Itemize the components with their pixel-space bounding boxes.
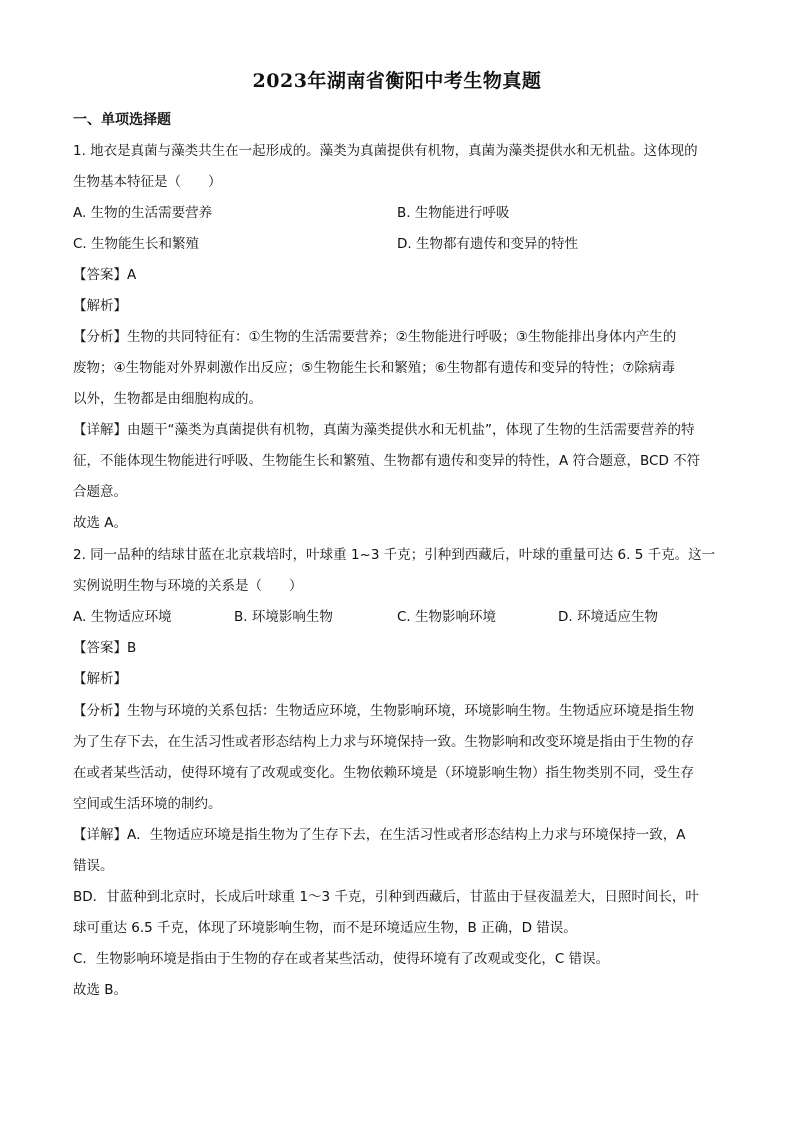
q2-option-d: D. 环境适应生物 [558,609,658,625]
q1-detail-line2: 征，不能体现生物能进行呼吸、生物能生长和繁殖、生物都有遗传和变异的特性，A 符合题意，BCD 不符 [73,453,701,469]
section-heading: 一、单项选择题 [73,112,171,128]
q1-option-c: C. 生物能生长和繁殖 [73,236,200,252]
q2-option-c: C. 生物影响环境 [397,609,497,625]
q2-analysis-line2: 为了生存下去，在生活习性或者形态结构上力求与环境保持一致。生物影响和改变环境是指由于生物的存 [73,734,694,750]
q1-stem-line1: 1. 地衣是真菌与藻类共生在一起形成的。藻类为真菌提供有机物，真菌为藻类提供水和无机盐。这体现的 [73,143,698,159]
q2-analysis-line4: 空间或生活环境的制约。 [73,796,222,812]
q2-stem-line2: 实例说明生物与环境的关系是（ ） [73,578,303,594]
q2-detail-line2: 错误。 [73,858,114,874]
q2-jiexi: 【解析】 [73,671,127,687]
q1-conclusion: 故选 A。 [73,515,128,531]
q2-analysis-line1: 【分析】生物与环境的关系包括：生物适应环境，生物影响环境，环境影响生物。生物适应环境是指生物 [73,703,694,719]
q2-answer: 【答案】B [73,640,137,656]
q2-option-a: A. 生物适应环境 [73,609,172,625]
q1-detail-line1: 【详解】由题干“藻类为真菌提供有机物，真菌为藻类提供水和无机盐”，体现了生物的生活需要营养的特 [73,422,695,438]
q1-detail-line3: 合题意。 [73,484,127,500]
q2-detail-line4: 球可重达 6.5 千克，体现了环境影响生物，而不是环境适应生物，B 正确，D 错误。 [73,920,577,936]
q1-jiexi: 【解析】 [73,298,127,314]
q2-stem-line1: 2. 同一品种的结球甘蓝在北京栽培时，叶球重 1~3 千克；引种到西藏后，叶球的重量可达 6. 5 千克。这一 [73,547,716,563]
q2-option-b: B. 环境影响生物 [234,609,333,625]
page-title: 2023年湖南省衡阳中考生物真题 [252,70,542,92]
q2-conclusion: 故选 B。 [73,982,128,998]
q1-option-a: A. 生物的生活需要营养 [73,205,213,221]
q1-stem-line2: 生物基本特征是（ ） [73,174,222,190]
q2-detail-line3: BD．甘蓝种到北京时，长成后叶球重 1～3 千克，引种到西藏后，甘蓝由于昼夜温差大，日照时间长，叶 [73,889,699,905]
q2-detail-line5: C．生物影响环境是指由于生物的存在或者某些活动，使得环境有了改观或变化，C 错误。 [73,951,610,967]
q1-analysis-line2: 废物；④生物能对外界刺激作出反应；⑤生物能生长和繁殖；⑥生物都有遗传和变异的特性；⑦除病毒 [73,360,675,376]
q1-option-d: D. 生物都有遗传和变异的特性 [397,236,578,252]
q1-answer: 【答案】A [73,267,137,283]
q2-analysis-line3: 在或者某些活动，使得环境有了改观或变化。生物依赖环境是（环境影响生物）指生物类别不同，受生存 [73,765,694,781]
q1-analysis-line3: 以外，生物都是由细胞构成的。 [73,391,262,407]
q1-analysis-line1: 【分析】生物的共同特征有：①生物的生活需要营养；②生物能进行呼吸；③生物能排出身体内产生的 [73,329,677,345]
q1-option-b: B. 生物能进行呼吸 [397,205,510,221]
q2-detail-line1: 【详解】A．生物适应环境是指生物为了生存下去，在生活习性或者形态结构上力求与环境保持一致，A [73,827,686,843]
